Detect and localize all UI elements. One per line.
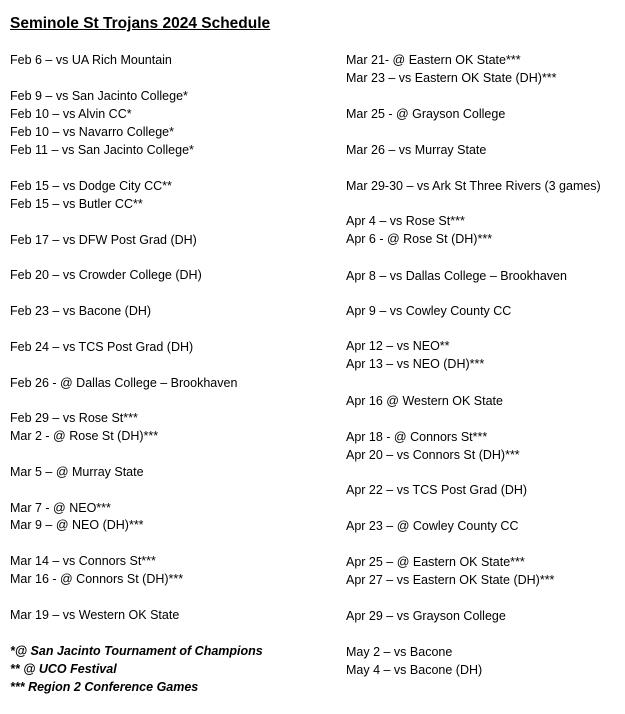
schedule-entry: Feb 9 – vs San Jacinto College* bbox=[10, 89, 188, 103]
schedule-entry: Apr 8 – vs Dallas College – Brookhaven bbox=[346, 269, 567, 283]
schedule-entry: Apr 20 – vs Connors St (DH)*** bbox=[346, 448, 520, 462]
schedule-entry: Mar 23 – vs Eastern OK State (DH)*** bbox=[346, 71, 557, 85]
schedule-entry: Feb 24 – vs TCS Post Grad (DH) bbox=[10, 340, 194, 354]
schedule-entry: Feb 15 – vs Butler CC** bbox=[10, 197, 143, 211]
schedule-entry: Feb 26 - @ Dallas College – Brookhaven bbox=[10, 376, 238, 390]
page-title: Seminole St Trojans 2024 Schedule bbox=[10, 15, 271, 32]
schedule-entry: Apr 23 – @ Cowley County CC bbox=[346, 519, 519, 533]
schedule-entry: Mar 9 – @ NEO (DH)*** bbox=[10, 518, 144, 532]
schedule-entry: Feb 15 – vs Dodge City CC** bbox=[10, 179, 172, 193]
schedule-entry: Mar 16 - @ Connors St (DH)*** bbox=[10, 572, 184, 586]
schedule-entry: Feb 20 – vs Crowder College (DH) bbox=[10, 268, 202, 282]
footnote-conference: *** Region 2 Conference Games bbox=[10, 680, 199, 694]
footnote-tournament: *@ San Jacinto Tournament of Champions bbox=[10, 644, 263, 658]
schedule-entry: Apr 27 – vs Eastern OK State (DH)*** bbox=[346, 573, 555, 587]
schedule-entry: Apr 9 – vs Cowley County CC bbox=[346, 304, 512, 318]
schedule-entry: Apr 13 – vs NEO (DH)*** bbox=[346, 357, 485, 371]
schedule-entry: Feb 29 – vs Rose St*** bbox=[10, 411, 138, 425]
schedule-entry: Apr 18 - @ Connors St*** bbox=[346, 430, 488, 444]
schedule-entry: Mar 14 – vs Connors St*** bbox=[10, 554, 156, 568]
schedule-entry: Feb 10 – vs Alvin CC* bbox=[10, 107, 132, 121]
schedule-entry: Mar 29-30 – vs Ark St Three Rivers (3 games) bbox=[346, 179, 601, 193]
schedule-entry: Mar 21- @ Eastern OK State*** bbox=[346, 53, 521, 67]
footnote-festival: ** @ UCO Festival bbox=[10, 662, 117, 676]
schedule-entry: Mar 19 – vs Western OK State bbox=[10, 608, 180, 622]
schedule-entry: Mar 2 - @ Rose St (DH)*** bbox=[10, 429, 159, 443]
schedule-entry: Feb 11 – vs San Jacinto College* bbox=[10, 143, 194, 157]
schedule-entry: Feb 17 – vs DFW Post Grad (DH) bbox=[10, 233, 197, 247]
schedule-entry: Mar 26 – vs Murray State bbox=[346, 143, 487, 157]
schedule-entry: Apr 25 – @ Eastern OK State*** bbox=[346, 555, 525, 569]
schedule-entry: Feb 10 – vs Navarro College* bbox=[10, 125, 174, 139]
schedule-entry: Apr 12 – vs NEO** bbox=[346, 339, 450, 353]
schedule-entry: Apr 22 – vs TCS Post Grad (DH) bbox=[346, 483, 528, 497]
schedule-entry: Feb 23 – vs Bacone (DH) bbox=[10, 304, 152, 318]
schedule-entry: Mar 5 – @ Murray State bbox=[10, 465, 144, 479]
schedule-entry: Apr 4 – vs Rose St*** bbox=[346, 214, 465, 228]
schedule-entry: Apr 16 @ Western OK State bbox=[346, 394, 503, 408]
schedule-entry: May 4 – vs Bacone (DH) bbox=[346, 663, 483, 677]
schedule-entry: Mar 7 - @ NEO*** bbox=[10, 501, 111, 515]
schedule-entry: Mar 25 - @ Grayson College bbox=[346, 107, 506, 121]
schedule-entry: Apr 6 - @ Rose St (DH)*** bbox=[346, 232, 493, 246]
schedule-entry: May 2 – vs Bacone bbox=[346, 645, 453, 659]
schedule-entry: Apr 29 – vs Grayson College bbox=[346, 609, 506, 623]
schedule-entry: Feb 6 – vs UA Rich Mountain bbox=[10, 53, 172, 67]
